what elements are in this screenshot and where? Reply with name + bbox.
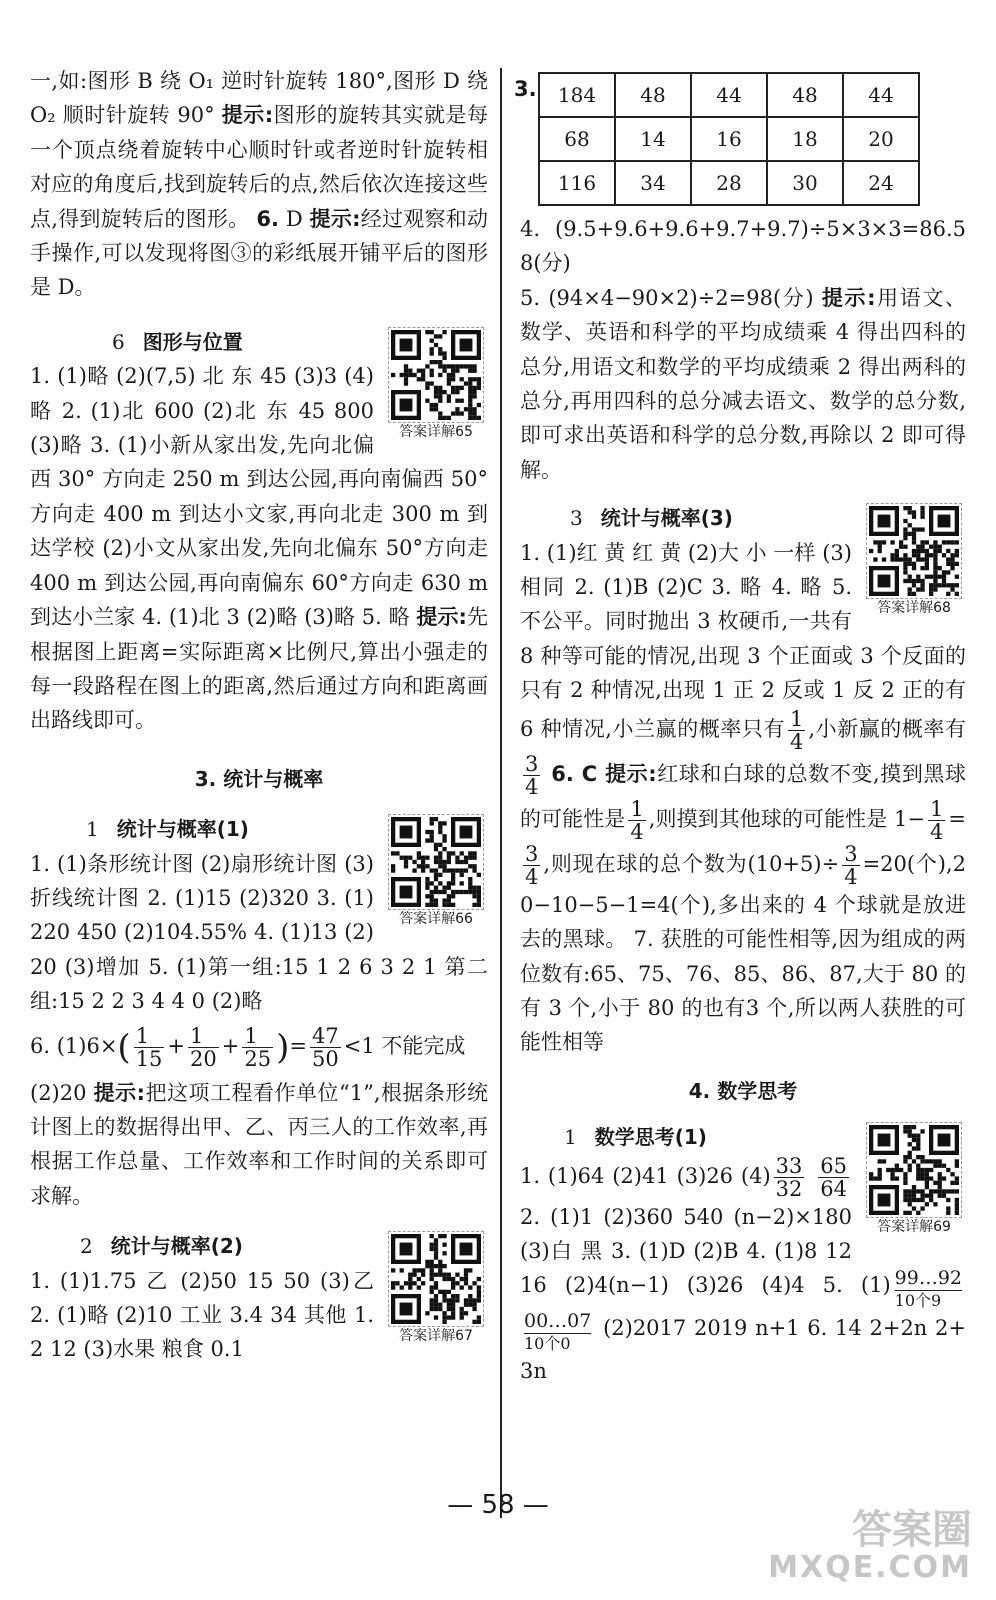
qr-caption: 答案详解66 xyxy=(399,911,473,928)
qr-caption: 答案详解68 xyxy=(877,600,951,617)
table-cell: 48 xyxy=(615,73,691,117)
tip-text: ,则现在球的总个数为(10+5)÷ xyxy=(543,851,840,876)
intro-paragraph xyxy=(30,64,488,305)
qr-code-67[interactable] xyxy=(384,1231,488,1345)
table-cell: 34 xyxy=(615,161,691,205)
q6-tail: <1 不能完成 xyxy=(343,1033,466,1058)
fraction: $\frac{1}{25}$ xyxy=(244,1023,272,1071)
fraction: $\frac{33}{32}$ xyxy=(775,1153,803,1201)
intro-text: 一,如:图形 B 绕 O₁ 逆时针旋转 180°,图形 D 绕 O₂ 顺时针旋转 90° xyxy=(30,69,488,128)
watermark-logo: 答案圈 MXQE.COM xyxy=(768,1507,972,1585)
fraction: $\frac{1}{15}$ xyxy=(135,1023,163,1071)
table-cell: 20 xyxy=(843,117,919,161)
section-number: 3 xyxy=(570,506,583,531)
table-row xyxy=(539,73,919,117)
section-number: 1 xyxy=(86,817,99,842)
stat2-answers: 1. (1)1.75 乙 (2)50 15 50 (3)乙 2. (1)略 (2)10 工业 3.4 34 其他 1.2 12 (3)水果 粮食 0.1 xyxy=(30,1268,374,1362)
qr-icon xyxy=(866,503,962,599)
stat1-q6b xyxy=(30,1076,488,1214)
table-cell: 30 xyxy=(767,161,843,205)
underbrace-zeros: 00…07 10个0 xyxy=(524,1310,592,1354)
table-row xyxy=(539,161,919,205)
section-number: 2 xyxy=(80,1234,93,1259)
fraction: $\frac{47}{50}$ xyxy=(311,1023,339,1071)
answers-text: 1. (1)64 (2)41 (3)26 (4) xyxy=(520,1163,771,1188)
q3-table-block xyxy=(514,72,966,206)
q6-answer: 6. C xyxy=(543,761,606,786)
q5-answer xyxy=(520,281,966,487)
fraction: $\frac{3}{4}$ xyxy=(844,841,858,889)
fraction: $\frac{1}{20}$ xyxy=(190,1023,217,1071)
answers-text: 1. (1)红 黄 红 黄 (2)大 小 一样 (3)相同 2. (1)B (2)C 3. 略 4. 略 5. 不公平。同时抛出 3 枚硬币,一共有 8 种等可能的情况,出现 3 个正面或 3 个反面的只有 2 种情况,出现 1 正 2 反或 1 反 2 正的有 6 种情况,小兰赢的概率只有 xyxy=(520,540,966,741)
right-column xyxy=(514,64,966,1389)
section-number: 6 xyxy=(112,329,125,354)
table-cell: 184 xyxy=(539,73,615,117)
table-cell: 116 xyxy=(539,161,615,205)
qr-icon xyxy=(388,1231,484,1327)
tip-label: 提示: xyxy=(221,103,274,128)
answers-text: (2)2017 2019 n+1 6. 14 2+2n 2+3n xyxy=(520,1316,966,1384)
tip-text: = xyxy=(948,806,966,831)
left-column xyxy=(30,64,488,1367)
section-title: 统计与概率(2) xyxy=(110,1234,243,1259)
underbrace-nines: 99…92 10个9 xyxy=(894,1267,962,1311)
tip-text: ,则摸到其他球的可能性是 1− xyxy=(648,806,926,831)
tip-label: 提示: xyxy=(93,1080,146,1105)
paren-open: ( xyxy=(117,1026,131,1067)
table-cell: 44 xyxy=(843,73,919,117)
q6-tip: 经过观察和动手操作,可以发现将图③的彩纸展开铺平后的图形是 D。 xyxy=(30,206,489,300)
q6-number: 6. xyxy=(256,206,279,231)
fraction: $\frac{1}{4}$ xyxy=(790,706,804,754)
chapter-heading-thinking: 4. 数学思考 xyxy=(688,1078,798,1103)
tip-label: 提示: xyxy=(821,285,876,310)
qr-code-69[interactable] xyxy=(862,1122,966,1236)
qr-caption: 答案详解69 xyxy=(877,1219,951,1236)
stat1-q6: 6. (1)6×( $\frac{1}{15}$ + $\frac{1}{20}$ + $\frac{1}{25}$ )= $\frac{47}{50}$ <1 不能完成 xyxy=(30,1023,466,1071)
tip-label: 提示: xyxy=(605,761,657,786)
tip-label: 提示: xyxy=(309,206,361,231)
number-table xyxy=(538,72,920,206)
table-cell: 14 xyxy=(615,117,691,161)
fraction: $\frac{3}{4}$ xyxy=(525,751,539,799)
table-row xyxy=(539,117,919,161)
table-cell: 48 xyxy=(767,73,843,117)
qr-code-65[interactable] xyxy=(384,327,488,441)
tip-text: 红球和白球的总数不变,摸到黑球的可能性是 xyxy=(520,761,966,831)
table-cell: 68 xyxy=(539,117,615,161)
qr-code-68[interactable] xyxy=(862,503,966,617)
qr-caption: 答案详解65 xyxy=(399,423,473,440)
table-cell: 18 xyxy=(767,117,843,161)
qr-icon xyxy=(388,327,484,423)
tip-label: 提示: xyxy=(416,605,467,630)
qr-icon xyxy=(866,1122,962,1218)
answers-text: 2. (1)1 (2)360 540 (n−2)×180 (3)白 黑 3. (1)D (2)B 4. (1)8 12 16 (2)4(n−1) (3)26 (4)4 5. (1) xyxy=(520,1204,891,1298)
table-cell: 28 xyxy=(691,161,767,205)
qr-icon xyxy=(388,814,484,910)
table-cell: 16 xyxy=(691,117,767,161)
answers-text: 1. (1)略 (2)(7,5) 北 东 45 (3)3 (4)略 2. (1)北 600 (2)北 东 45 800 (3)略 3. (1)小新从家出发,先向北偏西 30° 方向走 250 m 到达公园,再向南偏西 50°方向走 400 m 到达小文家,再向北走 300 m 到达学校 (2)小文从家出发,先向北偏东 50°方向走 400 m 到达公园,再向南偏东 60°方向走 630 m 到达小兰家 4. (1)北 3 (2)略 (3)略 5. 略 xyxy=(30,364,488,630)
tip-text: 先根据图上距离=实际距离×比例尺,算出小强走的每一段路程在图上的距离,然后通过方向和距离画出路线即可。 xyxy=(30,605,489,733)
tip-text: =20(个),20−10−5−1=4(个),多出来的 4 个球就是放进去的黑球。 7. 获胜的可能性相等,因为组成的两位数有:65、75、76、85、86、87,大于 80 的有 3 个,小于 80 的也有3 个,所以两人获胜的可能性相等 xyxy=(520,851,966,1055)
section-title: 图形与位置 xyxy=(142,329,243,354)
fraction: $\frac{65}{64}$ xyxy=(820,1153,847,1201)
table-cell: 44 xyxy=(691,73,767,117)
q4-answer: 4. (9.5+9.6+9.6+9.7+9.7)÷5×3×3=86.58(分) xyxy=(520,217,966,276)
answers-text: ,小新赢的概率有 xyxy=(808,716,966,741)
fraction: $\frac{3}{4}$ xyxy=(525,841,539,889)
q6-answer: D xyxy=(278,206,310,231)
fraction: $\frac{1}{4}$ xyxy=(930,796,944,844)
intro-tip: 图形的旋转其实就是每一个顶点绕着旋转中心顺时针或者逆时针旋转相对应的角度后,找到旋转后的点,然后依次连接这些点,得到旋转后的图形。 xyxy=(30,103,488,231)
tip-text: 用语文、数学、英语和科学的平均成绩乘 4 得出四科的总分,用语文和数学的平均成绩乘 2 得出两科的总分,再用四科的总分减去语文、数学的总分数,即可求出英语和科学的总分数,再除以 2 即可得解。 xyxy=(520,285,966,482)
page-number: — 58 — xyxy=(447,1490,549,1520)
section-number: 1 xyxy=(564,1125,577,1150)
q6-lead: 6. (1)6× xyxy=(30,1033,118,1058)
q3-number: 3. xyxy=(514,77,537,101)
section-title: 统计与概率(3) xyxy=(600,506,733,531)
column-divider xyxy=(500,68,502,1518)
qr-code-66[interactable] xyxy=(384,814,488,928)
q5-text: 5. (94×4−90×2)÷2=98(分) xyxy=(520,285,822,310)
qr-caption: 答案详解67 xyxy=(399,1328,473,1345)
paren-close: ) xyxy=(276,1026,290,1067)
fraction: $\frac{1}{4}$ xyxy=(630,796,644,844)
section-title: 统计与概率(1) xyxy=(116,817,249,842)
stat1-answers: 1. (1)条形统计图 (2)扇形统计图 (3)折线统计图 2. (1)15 (2)320 3. (1)220 450 (2)104.55% 4. (1)13 (2)20 (3)增加 5. (1)第一组:15 1 2 6 3 2 1 第二组:15 2 2 3 4 4 0 (2)略 xyxy=(30,851,488,1014)
q6b-answer: (2)20 xyxy=(30,1080,94,1105)
tip-text: 把这项工程看作单位“1”,根据条形统计图上的数据得出甲、乙、丙三人的工作效率,再根据工作总量、工作效率和工作时间的关系即可求解。 xyxy=(30,1080,488,1208)
chapter-heading-statistics: 3. 统计与概率 xyxy=(194,766,324,791)
section-title: 数学思考(1) xyxy=(594,1125,707,1150)
table-cell: 24 xyxy=(843,161,919,205)
